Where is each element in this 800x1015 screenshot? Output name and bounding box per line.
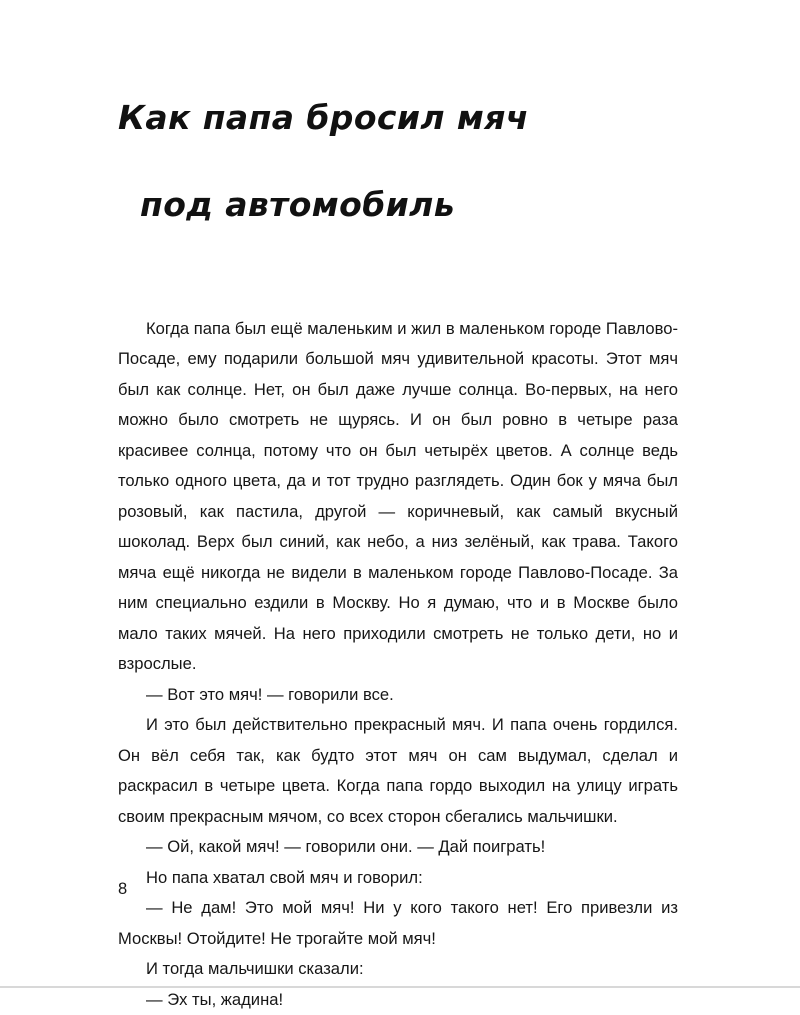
- paragraph: — Ой, какой мяч! — говорили они. — Дай поиграть!: [146, 837, 546, 857]
- paragraph: Когда папа был ещё маленьким и жил в маленьком городе Павлово-Посаде, ему подарили большой мяч удивительной красоты. Этот мяч был как солнце. Нет, он был даже лучше солнца. Во-первых, на него можно было смотреть не щурясь. И он был ровно в четыре раза красивее солнца, потому что он был четырёх цветов. А солнце ведь только одного цвета, да и тот трудно разглядеть. Один бок у мяча был розовый, как пастила, другой — коричневый, как самый вкусный шоколад. Верх был синий, как небо, а низ зелёный, как трава. Такого мяча ещё никогда не видели в маленьком городе Павлово-Посаде. За ним специально ездили в Москву. Но я думаю, что и в Москве было мало таких мячей. На него приходили смотреть не только дети, но и взрослые.: [118, 318, 678, 674]
- page-title-line-1: Как папа бросил мяч: [118, 97, 529, 137]
- paragraph: И тогда мальчишки сказали:: [146, 959, 364, 979]
- paragraph: Но папа хватал свой мяч и говорил:: [146, 867, 423, 887]
- paragraph: И это был действительно прекрасный мяч. И папа очень гордился. Он вёл себя так, как будто этот мяч он сам выдумал, сделал и раскрасил в четыре цвета. Когда папа гордо выходил на улицу играть своим прекрасным мячом, со всех сторон сбегались мальчишки.: [118, 715, 678, 826]
- page-title: [118, 0, 678, 270]
- page-title-line-2: под автомобиль: [140, 184, 456, 224]
- story-body: [118, 314, 678, 1015]
- paragraph: — Не дам! Это мой мяч! Ни у кого такого нет! Его привезли из Москвы! Отойдите! Не трогайте мой мяч!: [118, 898, 678, 948]
- page-number: 8: [118, 880, 128, 898]
- page-content: [118, 0, 678, 1015]
- paragraph: — Вот это мяч! — говорили все.: [146, 684, 394, 704]
- paragraph: — Эх ты, жадина!: [146, 989, 284, 1009]
